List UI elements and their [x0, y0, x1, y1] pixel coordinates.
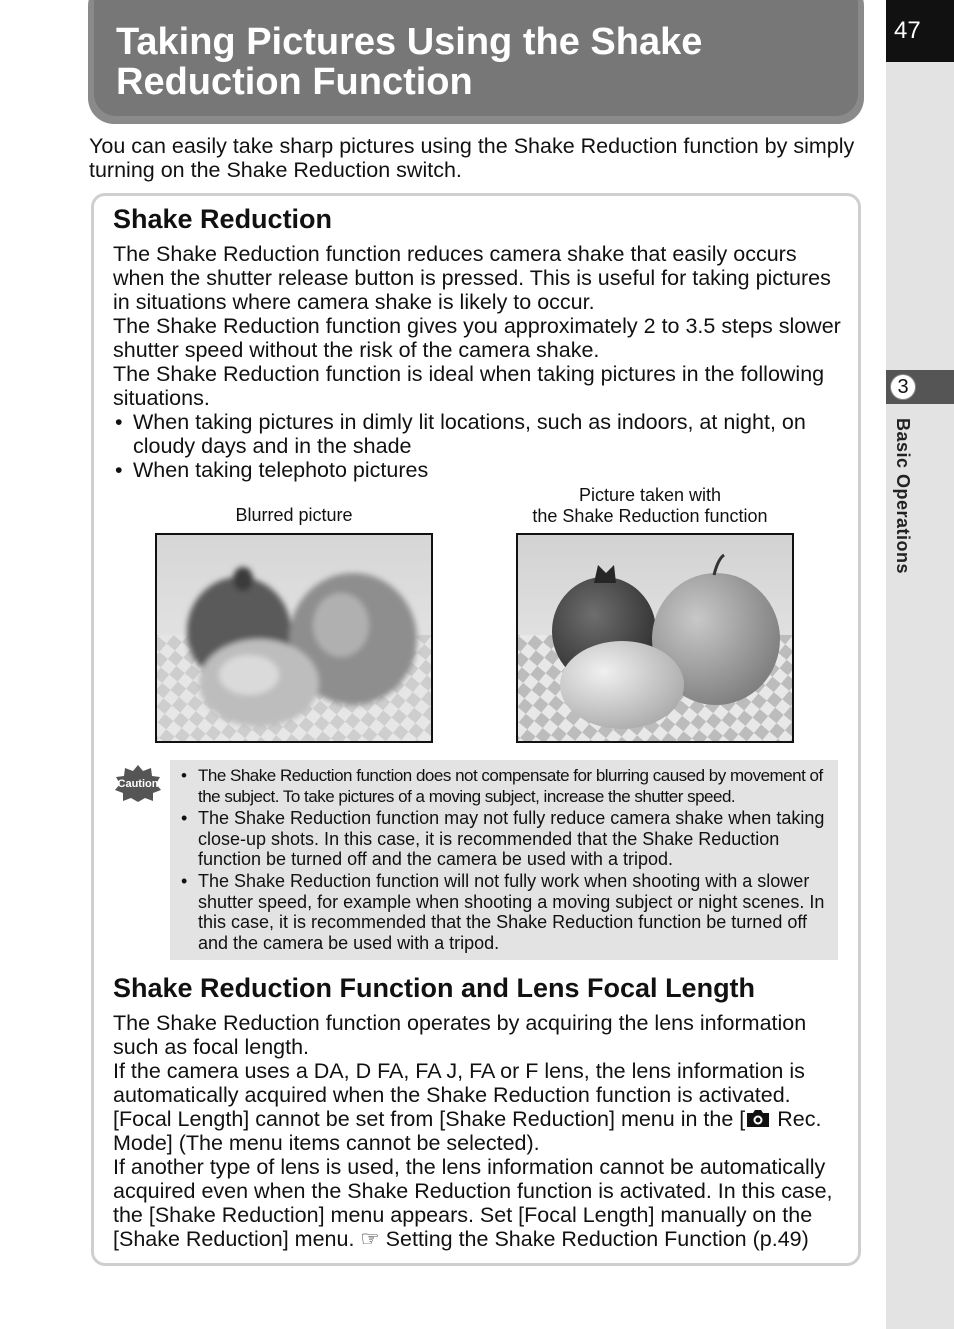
- page-title-line1: Taking Pictures Using the Shake: [116, 21, 703, 63]
- chapter-label: Basic Operations: [893, 418, 913, 575]
- focal-para3-start: [Focal Length] cannot be set from [Shake Reduction] menu in the [: [113, 1107, 746, 1131]
- focal-para3-end: Rec. Mode] (The menu items cannot be selected).: [113, 1107, 822, 1155]
- caption-sharp-line2: the Shake Reduction function: [532, 506, 768, 526]
- side-tab-strip: [886, 0, 954, 1329]
- sharp-fruit-photo: [516, 533, 794, 743]
- list-item: • The Shake Reduction function will not fully work when shooting with a slower shutter speed, for example when shooting a moving subject or night scenes. In this case, it is recommended that the Shake Reduction function be turned off and the camera be used with a tripod.: [178, 871, 833, 953]
- list-item: • When taking pictures in dimly lit locations, such as indoors, at night, on cloudy days and in the shade: [113, 410, 843, 458]
- reference-link[interactable]: Setting the Shake Reduction Function (p.49): [379, 1227, 809, 1251]
- reference-icon: ☞: [360, 1227, 380, 1251]
- shake-reduction-para2: The Shake Reduction function gives you approximately 2 to 3.5 steps slower shutter speed without the risk of the camera shake.: [113, 314, 841, 362]
- blurred-fruit-photo: [155, 533, 433, 743]
- situations-list: [113, 410, 843, 482]
- section-heading-shake-reduction: Shake Reduction: [113, 204, 333, 234]
- caption-blurred: Blurred picture: [235, 505, 353, 525]
- caution-list: [178, 766, 833, 954]
- page-title-line2: Reduction Function: [116, 61, 473, 103]
- focal-para1: The Shake Reduction function operates by acquiring the lens information such as focal length.: [113, 1011, 807, 1059]
- list-item: • The Shake Reduction function does not compensate for blurring caused by movement of the subject. To take pictures of a moving subject, increase the shutter speed.: [178, 766, 833, 807]
- focal-para2: If the camera uses a DA, D FA, FA J, FA or F lens, the lens information is automatically acquired when the Shake Reduction function is activated.: [113, 1059, 805, 1107]
- section-heading-lens-focal-length: Shake Reduction Function and Lens Focal Length: [113, 973, 756, 1003]
- focal-para4: [113, 1155, 843, 1251]
- caution-icon: [113, 764, 163, 802]
- caption-sharp: [500, 485, 800, 527]
- shake-reduction-para3: The Shake Reduction function is ideal when taking pictures in the following situations.: [113, 362, 825, 410]
- camera-icon: [745, 1108, 771, 1128]
- caution-icon-label: Caution: [117, 778, 159, 790]
- list-item: • When taking telephoto pictures: [113, 458, 843, 482]
- page-number: 47: [886, 0, 954, 62]
- intro-paragraph: You can easily take sharp pictures using the Shake Reduction function by simply turning on the Shake Reduction switch.: [89, 134, 855, 182]
- focal-para3: [113, 1107, 843, 1155]
- lens-focal-length-body: [113, 1011, 843, 1251]
- caption-sharp-line1: Picture taken with: [578, 485, 722, 505]
- chapter-number: 3: [890, 374, 916, 400]
- shake-reduction-body: [113, 242, 843, 482]
- list-item: • The Shake Reduction function may not fully reduce camera shake when taking close-up shots. In this case, it is recommended that the Shake Reduction function be turned off and the camera be used with a tripod.: [178, 808, 833, 870]
- page-title: [116, 22, 836, 102]
- shake-reduction-para1: The Shake Reduction function reduces camera shake that easily occurs when the shutter release button is pressed. This is useful for taking pictures in situations where camera shake is likely to occur.: [113, 242, 831, 314]
- focal-para4-text: If another type of lens is used, the lens information cannot be automatically acquired even when the Shake Reduction function is activated. In this case, the [Shake Reduction] menu appears. Set [Focal Length] manually on the [Shake Reduction] menu.: [113, 1155, 833, 1251]
